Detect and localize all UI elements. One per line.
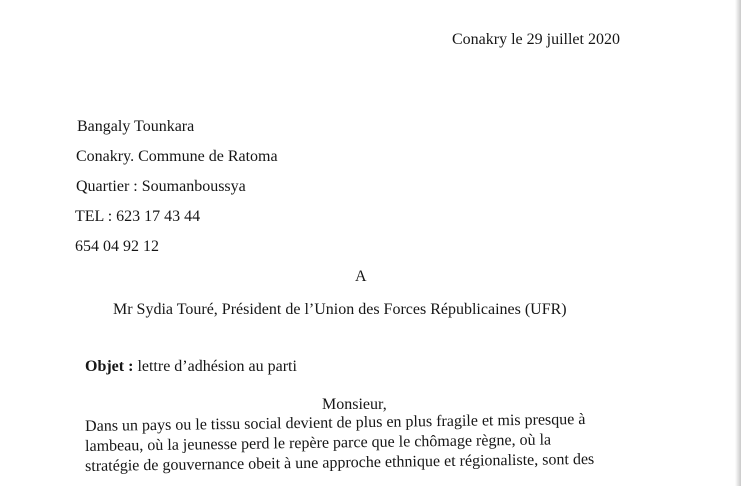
body-line: Dans un pays ou le tissu social devient de plus en plus fragile et mis presque à [85, 411, 586, 435]
sender-district: Quartier : Soumanboussya [76, 178, 246, 195]
page-edge [735, 0, 741, 486]
sender-name: Bangaly Tounkara [77, 118, 195, 135]
subject-text: lettre d’adhésion au parti [137, 358, 297, 375]
date-line: Conakry le 29 juillet 2020 [452, 31, 620, 48]
salutation: Monsieur, [322, 396, 387, 413]
sender-tel-2: 654 04 92 12 [75, 238, 159, 255]
body-line: stratégie de gouvernance obeit à une approche ethnique et régionaliste, sont des [85, 450, 595, 475]
recipient-line: Mr Sydia Touré, Président de l’Union des Forces Républicaines (UFR) [113, 301, 567, 318]
sender-tel: TEL : 623 17 43 44 [75, 208, 201, 225]
sender-city: Conakry. Commune de Ratoma [76, 148, 278, 165]
subject-label: Objet : [85, 358, 134, 375]
subject-line [85, 358, 297, 376]
recipient-prefix: A [355, 268, 367, 285]
body-line: lambeau, où la jeunesse perd le repère parce que le chômage règne, où la [85, 431, 552, 455]
